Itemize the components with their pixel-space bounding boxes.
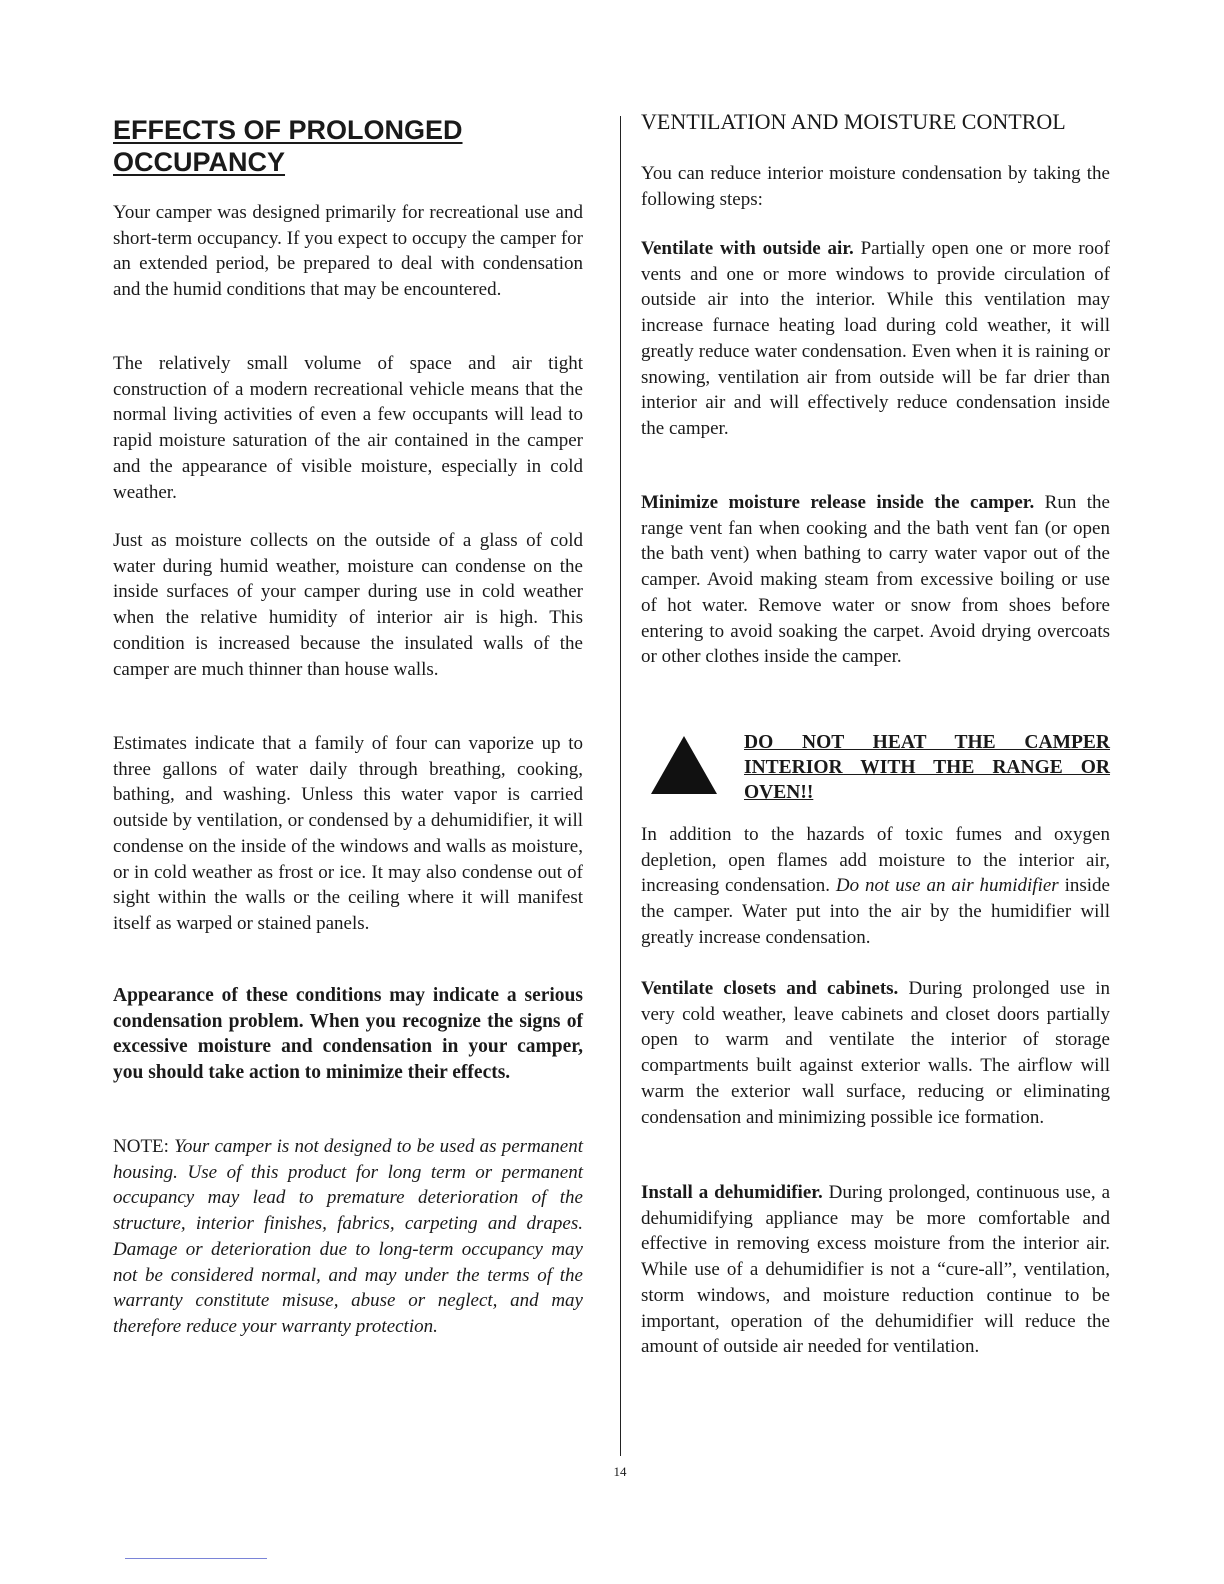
step-minimize-text: Run the range vent fan when cooking and the bath vent fan (or open the bath vent) when bathing to carry water vapor out of the camper. Avoid making steam from excessive boiling or use of hot water. Remove water or snow from shoes before entering to avoid soaking the carpet. Avoid drying overcoats or other clothes inside the camper. bbox=[641, 492, 1110, 668]
step-closets-lead: Ventilate closets and cabinets. bbox=[641, 978, 899, 999]
paragraph-estimates: Estimates indicate that a family of four can vaporize up to three gallons of water daily through breathing, cooking, bathing, and washing. Unless this water vapor is carried outside by ventilation, or condensed by a dehumidifier, it will condense on the inside of the windows and walls as moisture, or in cold weather as frost or ice. It may also condense out of sight within the walls or the ceiling where it will manifest itself as warped or stained panels. bbox=[113, 733, 583, 934]
open-flames-text-2: inside the camper. Water put into the air by the humidifier will greatly increase condensation. bbox=[641, 875, 1110, 948]
paragraph-glass: Just as moisture collects on the outside of a glass of cold water during humid weather, moisture can condense on the inside surfaces of your camper during use in cold weather when the relative humidity of interior air is high. This condition is increased because the insulated walls of the camper are much thinner than house walls. bbox=[113, 530, 583, 680]
paragraph-open-flames bbox=[641, 822, 1110, 951]
open-flames-text-1: In addition to the hazards of toxic fumes and oxygen depletion, open flames add moisture to the interior air, increasing condensation. bbox=[641, 824, 1110, 897]
step-closets bbox=[641, 976, 1110, 1130]
paragraph-volume: The relatively small volume of space and air tight construction of a modern recreational vehicle means that the normal living activities of even a few occupants will lead to rapid moisture saturation of the air contained in the camper and the appearance of visible moisture, especially in cold weather. bbox=[113, 353, 583, 503]
step-ventilate-text: Partially open one or more roof vents and one or more windows to provide circulation of outside air into the interior. While this ventilation may increase furnace heating load during cold weather, it will greatly reduce water condensation. Even when it is raining or snowing, ventilation air from outside will be far drier than interior air and will effectively reduce condensation inside the camper. bbox=[641, 238, 1110, 439]
step-ventilate bbox=[641, 236, 1110, 442]
paragraph-intro: Your camper was designed primarily for recreational use and short-term occupancy. If you expect to occupy the camper for an extended period, be prepared to deal with condensation and the humid conditions that may be encountered. bbox=[113, 202, 583, 301]
note-label: NOTE: bbox=[113, 1136, 169, 1157]
column-divider bbox=[620, 116, 621, 1456]
footer-rule bbox=[125, 1558, 267, 1559]
paragraph-warning-signs: Appearance of these conditions may indicate a serious condensation problem. When you recognize the signs of excessive moisture and condensation in your camper, you should take action to minimize their effects. bbox=[113, 985, 583, 1084]
warning-triangle-icon bbox=[651, 736, 717, 794]
note-text: Your camper is not designed to be used as permanent housing. Use of this product for long term or permanent occupancy may lead to premature deterioration of the structure, interior finishes, fabrics, carpeting and drapes. Damage or deterioration due to long-term occupancy may not be considered normal, and may under the terms of the warranty constitute misuse, abuse or neglect, and may therefore reduce your warranty protection. bbox=[113, 1136, 583, 1337]
note-paragraph bbox=[113, 1134, 583, 1340]
step-minimize-lead: Minimize moisture release inside the camper. bbox=[641, 492, 1035, 513]
step-minimize bbox=[641, 490, 1110, 670]
section-heading: VENTILATION AND MOISTURE CONTROL bbox=[641, 109, 1066, 134]
step-dehumidifier-lead: Install a dehumidifier. bbox=[641, 1182, 823, 1203]
step-dehumidifier bbox=[641, 1180, 1110, 1360]
step-closets-text: During prolonged use in very cold weather, leave cabinets and closet doors partially open to warm and ventilate the interior of storage compartments built against exterior walls. The airflow will warm the exterior wall surface, reducing or eliminating condensation and minimizing possible ice formation. bbox=[641, 978, 1110, 1128]
warning-text: DO NOT HEAT THE CAMPER INTERIOR WITH THE RANGE OR OVEN!! bbox=[744, 732, 1110, 803]
page-title: EFFECTS OF PROLONGED OCCUPANCY bbox=[113, 115, 463, 177]
open-flames-italic: Do not use an air humidifier bbox=[835, 875, 1059, 897]
page-number: 14 bbox=[613, 1464, 627, 1479]
paragraph-steps-intro: You can reduce interior moisture condensation by taking the following steps: bbox=[641, 163, 1110, 210]
step-ventilate-lead: Ventilate with outside air. bbox=[641, 238, 854, 259]
step-dehumidifier-text: During prolonged, continuous use, a dehumidifying appliance may be more comfortable and effective in removing excess moisture from the interior air. While use of a dehumidifier is not a “cure-all”, ventilation, storm windows, and moisture reduction continue to be important, operation of the dehumidifier will reduce the amount of outside air needed for ventilation. bbox=[641, 1182, 1110, 1358]
